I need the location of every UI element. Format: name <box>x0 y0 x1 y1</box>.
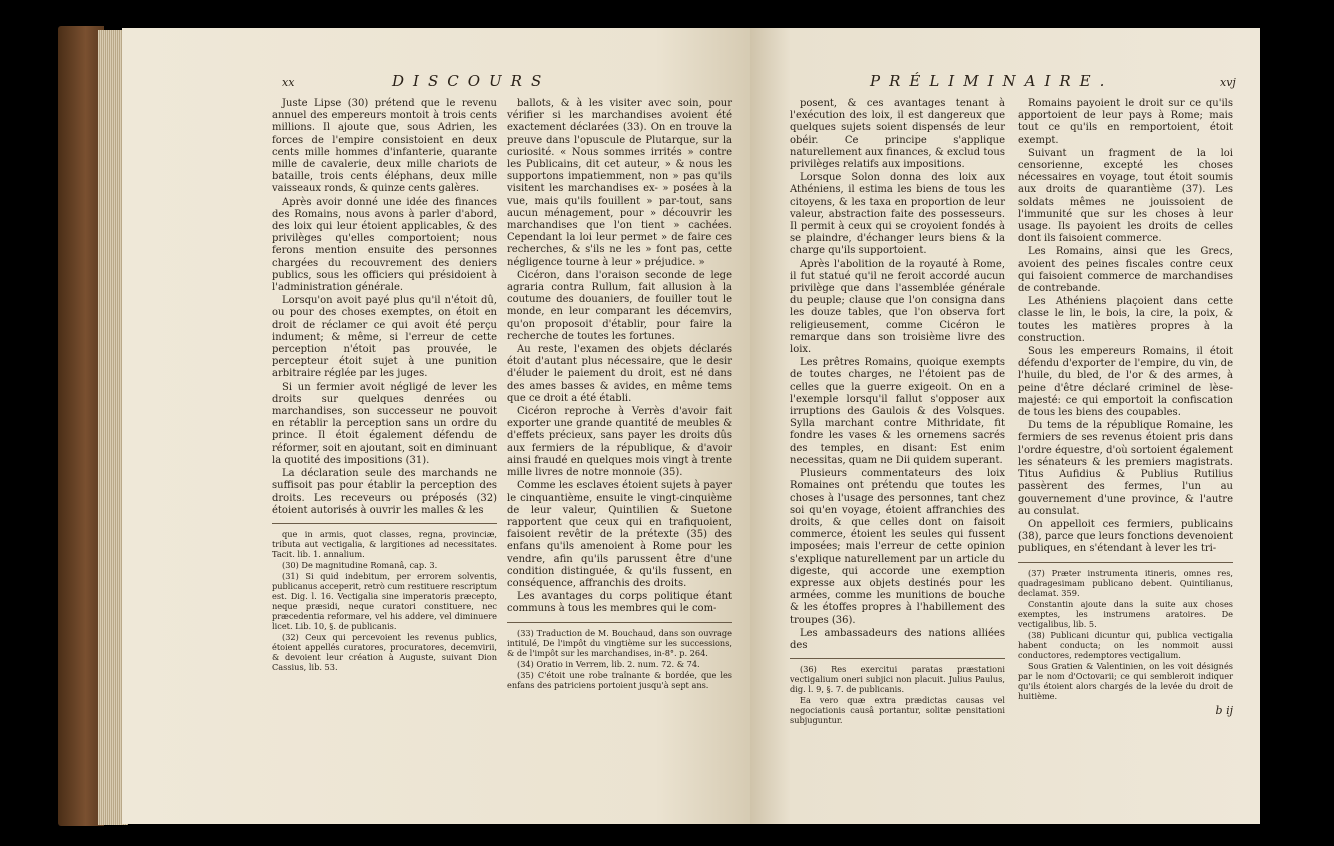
paragraph: Au reste, l'examen des objets déclarés étoit d'autant plus nécessaire, que le desir d'éluder le paiement du droit, est né dans des ames basses & avides, en même tems que ce droit a été établi. <box>507 344 732 404</box>
footnote: (33) Traduction de M. Bouchaud, dans son ouvrage intitulé, De l'impôt du vingtième sur les successions, & de l'impôt sur les marchandises, in-8°. p. 264. <box>507 627 732 658</box>
paragraph: Après l'abolition de la royauté à Rome, il fut statué qu'il ne feroit accordé aucun privilège que dans l'assemblée générale du peuple; clause que l'on consigna dans les douze tables, que l'on observa fort religieusement, comme Cicéron le remarque dans son troisième livre des loix. <box>790 258 1005 356</box>
footnote-rule <box>1018 562 1233 563</box>
footnote-rule <box>790 658 1005 659</box>
left-col2-footnotes <box>507 628 732 690</box>
right-column-2 <box>1018 98 1233 717</box>
footnote: (34) Oratio in Verrem, lib. 2. num. 72. & 74. <box>517 658 700 669</box>
left-page <box>122 28 750 824</box>
footnote: Sous Gratien & Valentinien, on les voit désignés par le nom d'Octovarii; ce qui sembleroit indiquer qu'ils étoient alors chargés de la levée du droit de huitième. <box>1018 660 1233 701</box>
footnote: (30) De magnitudine Romanâ, cap. 3. <box>282 559 438 570</box>
paragraph: Sous les empereurs Romains, il étoit défendu d'exporter de l'empire, du vin, de l'huile, du bled, de l'or & des armes, à peine d'être déclaré criminel de lèse-majesté: ce qui emportoit la confiscation de tous les biens des coupables. <box>1018 346 1233 419</box>
footnote: Constantin ajoute dans la suite aux choses exemptes, les instrumens aratoires. De vectigalibus, lib. 5. <box>1018 598 1233 629</box>
paragraph: Du tems de la république Romaine, les fermiers de ses revenus étoient pris dans l'ordre équestre, d'où sortoient également les sénateurs & les premiers magistrats. Titus Aufidius & Publius Rutilius passèrent des fermes, l'un au gouvernement d'une province, & l'autre au consulat. <box>1018 420 1233 517</box>
left-column-1 <box>272 98 497 673</box>
footnote-rule <box>272 523 497 524</box>
paragraph: Cicéron, dans l'oraison seconde de lege agraria contra Rullum, fait allusion à la coutume des douaniers, de fouiller tout le monde, en leur comparant les décemvirs, qu'on proposoit d'établir, pour faire la recherche de toutes les fortunes. <box>507 269 732 342</box>
left-column-2 <box>507 98 732 691</box>
footnote: (36) Res exercitui paratas præstationi vectigalium oneri subjici non placuit. Julius Paulus, dig. l. 9, §. 7. de publicanis. <box>790 664 1005 695</box>
paragraph: Lorsqu'on avoit payé plus qu'il n'étoit dû, ou pour des choses exemptes, on étoit en droit de réclamer ce qui avoit été perçu indument; & même, si l'erreur de cette perception n'étoit pas prouvée, le percepteur étoit sujet à une punition arbitraire réglée par les juges. <box>272 295 497 380</box>
paragraph: Juste Lipse (30) prétend que le revenu annuel des empereurs montoit à trois cents millions. Il ajoute que, sous Adrien, les forces de l'empire consistoient en deux cents mille hommes d'infanterie, quarante mille de cavalerie, deux mille chariots de bataille, trois cents éléphans, deux mille vaisseaux ronds, & quinze cents galères. <box>272 98 497 195</box>
footnote: (38) Publicani dicuntur qui, publica vectigalia habent conducta; on les nommoit aussi conductores, redemptores vectigalium. <box>1018 629 1233 660</box>
paragraph: Lorsque Solon donna des loix aux Athéniens, il estima les biens de tous les citoyens, & les taxa en proportion de leur valeur, abstraction faite des possesseurs. Il permit à ceux qui se croyoient fondés à se plaindre, d'échanger leurs biens & la charge qu'ils supportoient. <box>790 172 1005 257</box>
paragraph: ballots, & à les visiter avec soin, pour vérifier si les marchandises avoient été exactement déclarées (33). On en trouve la preuve dans l'opuscule de Plutarque, sur la curiosité. « Nous sommes irrités » contre les Publicains, dit cet auteur, » & nous les supportons impatiemment, non » pas qu'ils visitent les marchandises ex- » posées à la vue, mais qu'ils fouillent » par-tout, sans aucun ménagement, pour » découvrir les marchandises que l'on tient » cachées. Cependant la loi leur permet » de faire ces recherches, & s'ils ne les » font pas, cette négligence tourne à leur » préjudice. » <box>507 98 732 268</box>
right-col2-footnotes <box>1018 568 1233 701</box>
paragraph: Les ambassadeurs des nations alliées des <box>790 627 1005 651</box>
footnote: Ea vero quæ extra prædictas causas vel negociationis causâ portantur, solitæ pensitationi subjuguntur. <box>790 695 1005 726</box>
footnote: (32) Ceux qui percevoient les revenus publics, étoient appellés curatores, procuratores, decemvirii, & devoient leur création à Auguste, suivant Dion Cassius, lib. 53. <box>272 631 497 672</box>
right-col1-text <box>790 98 1005 652</box>
right-page <box>750 28 1260 824</box>
right-page-number: xvj <box>1220 76 1236 89</box>
paragraph: Romains payoient le droit sur ce qu'ils apportoient de leur pays à Rome; mais tout ce qu'ils en remportoient, étoit exempt. <box>1018 98 1233 146</box>
paragraph: Les avantages du corps politique étant communs à tous les membres qui le com- <box>507 591 732 615</box>
left-page-number: xx <box>282 76 295 89</box>
left-col1-text <box>272 98 497 517</box>
paragraph: Les Athéniens plaçoient dans cette classe le lin, le bois, la cire, la poix, & toutes les matières propres à la construction. <box>1018 296 1233 344</box>
paragraph: Comme les esclaves étoient sujets à payer le cinquantième, ensuite le vingt-cinquième de leur valeur, Quintilien & Suetone rapportent que ceux qui en trafiquoient, faisoient revêtir de la prétexte (35) des enfans qu'ils amenoient à Rome pour les vendre, afin qu'ils parussent être d'une condition distinguée, & qu'ils fussent, en conséquence, affranchis des droits. <box>507 480 732 589</box>
left-running-head: DISCOURS <box>392 72 551 90</box>
footnote: (31) Si quid indebitum, per errorem solventis, publicanus acceperit, retrò cum restituere rescriptum est. Dig. l. 16. Vectigalia sine imperatoris præcepto, neque præsidi, neque curatori constituere, nec præcedentia reformare, vel his addere, vel diminuere licet. Lib. 10, §. de publicanis. <box>272 570 497 631</box>
paragraph: Après avoir donné une idée des finances des Romains, nous avons à parler d'abord, des loix qui leur étoient applicables, & des privilèges qu'elles comportoient; nous ferons mention ensuite des personnes chargées du recouvrement des deniers publics, sous les officiers qui présidoient à l'administration générale. <box>272 196 497 294</box>
paragraph: Les prêtres Romains, quoique exempts de toutes charges, ne l'étoient pas de celles que la guerre exigeoit. On en a l'exemple lorsqu'il fallut s'opposer aux irruptions des Gaulois & des Volsques. Sylla marchant contre Mithridate, fit fondre les vases & les ornemens sacrés des temples, en disant: Est enim necessitas, quam ne Dii quidem superant. <box>790 357 1005 466</box>
right-col1-footnotes <box>790 664 1005 725</box>
paragraph: Les Romains, ainsi que les Grecs, avoient des peines fiscales contre ceux qui faisoient commerce de marchandises de contrebande. <box>1018 246 1233 295</box>
signature-mark: b ij <box>1215 703 1233 717</box>
right-column-1 <box>790 98 1005 726</box>
left-col1-footnotes <box>272 529 497 672</box>
paragraph: Si un fermier avoit négligé de lever les droits sur quelques denrées ou marchandises, son successeur ne pouvoit en rétablir la perception sans un ordre du prince. Il étoit également défendu de réformer, soit en ajoutant, soit en diminuant la quotité des impositions (31). <box>272 381 497 466</box>
right-running-head: PRÉLIMINAIRE. <box>870 72 1114 90</box>
footnote-rule <box>507 622 732 623</box>
paragraph: Cicéron reproche à Verrès d'avoir fait exporter une grande quantité de meubles & d'effets précieux, sans payer les droits dûs aux fermiers de la république, & d'avoir ainsi fraudé en quelques mois vingt à trente mille livres de notre monnoie (35). <box>507 406 732 479</box>
left-col2-text <box>507 98 732 616</box>
footnote: (35) C'étoit une robe traînante & bordée, que les enfans des patriciens portoient jusqu'à sept ans. <box>507 669 732 690</box>
open-book <box>58 20 1268 832</box>
footnote: que in armis, quot classes, regna, provinciæ, tributa aut vectigalia, & largitiones ad necessitates. Tacit. lib. 1. annalium. <box>272 528 497 559</box>
paragraph: posent, & ces avantages tenant à l'exécution des loix, il est dangereux que quelques sujets soient dispensés de leur obéir. Ce principe s'applique naturellement aux finances, & exclud tous privilèges relatifs aux impositions. <box>790 98 1005 171</box>
paragraph: On appelloit ces fermiers, publicains (38), parce que leurs fonctions devenoient publiques, en s'étendant à lever les tri- <box>1018 518 1233 555</box>
paragraph: Suivant un fragment de la loi censorienne, excepté les choses nécessaires en voyage, tout étoit soumis aux droits de quarantième (37). Les soldats mêmes ne jouissoient de l'immunité que sur les choses à leur usage. Ils payoient les droits de celles dont ils faisoient commerce. <box>1018 147 1233 245</box>
paragraph: La déclaration seule des marchands ne suffisoit pas pour établir la perception des droits. Les receveurs ou préposés (32) étoient autorisés à ouvrir les malles & les <box>272 468 497 516</box>
paragraph: Plusieurs commentateurs des loix Romaines ont prétendu que toutes les choses à l'usage des personnes, tant chez soi qu'en voyage, étoient affranchies des droits, & que celles dont on faisoit commerce, étoient les seules qui fussent imposées; mais l'erreur de cette opinion s'explique naturellement par un article du digeste, qui accorde une exemption expresse aux objets destinés pour les armées, comme les munitions de bouche & les étoffes propres à l'habillement des troupes (36). <box>790 468 1005 626</box>
footnote: (37) Præter instrumenta itineris, omnes res, quadragesimam publicano debent. Quintilianus, declamat. 359. <box>1018 567 1233 598</box>
right-col2-text <box>1018 98 1233 556</box>
